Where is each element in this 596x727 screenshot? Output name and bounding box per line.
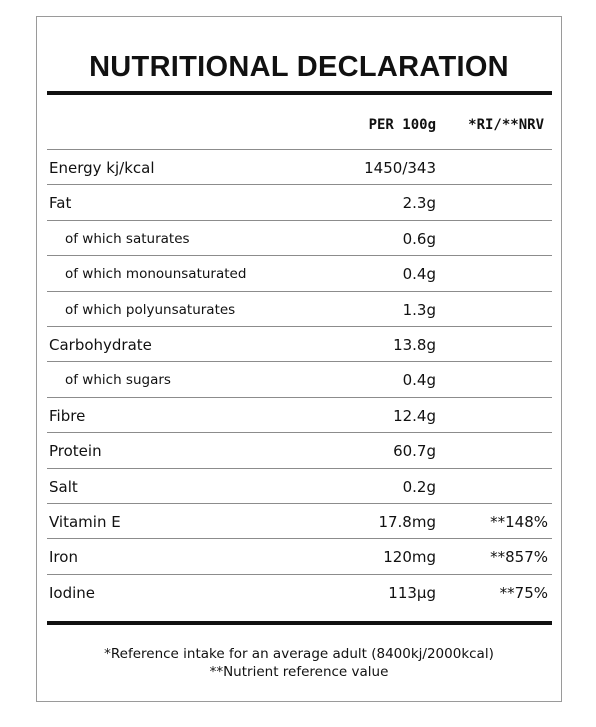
table-row <box>47 397 552 432</box>
table-header <box>47 113 552 143</box>
table-row <box>47 432 552 467</box>
nutrient-name: of which monounsaturated <box>65 266 247 283</box>
per-100g-column-header: PER 100g <box>368 117 436 133</box>
nutrient-value: 60.7g <box>393 442 436 461</box>
table-row <box>47 574 552 609</box>
nutrient-value: 17.8mg <box>378 512 436 531</box>
nutrient-name: Carbohydrate <box>49 335 152 354</box>
nutrient-value: 1.3g <box>402 300 436 319</box>
table-row <box>47 184 552 219</box>
ri-nrv-column-header: *RI/**NRV <box>468 117 544 133</box>
nutrient-name: Energy kj/kcal <box>49 159 155 177</box>
nutrient-value: 113µg <box>388 583 436 602</box>
nutrient-name: of which polyunsaturates <box>65 301 236 318</box>
nutrient-value: 13.8g <box>393 335 436 354</box>
nrv-footnote: **Nutrient reference value <box>209 664 389 680</box>
nutrient-ri: **857% <box>490 548 548 567</box>
nutrient-value: 2.3g <box>402 194 436 213</box>
nutrient-ri: **75% <box>499 583 548 602</box>
nutrient-name: Iron <box>49 548 78 567</box>
nutrition-label <box>36 16 562 702</box>
nutrient-name: Fibre <box>49 406 86 425</box>
top-thick-divider <box>47 91 552 95</box>
nutrient-name: Fat <box>49 194 72 213</box>
label-title: NUTRITIONAL DECLARATION <box>89 51 509 83</box>
nutrient-value: 12.4g <box>393 406 436 425</box>
table-row <box>47 326 552 361</box>
table-row <box>47 149 552 184</box>
table-row <box>47 220 552 255</box>
reference-intake-footnote: *Reference intake for an average adult (8400kj/2000kcal) <box>104 646 494 662</box>
nutrient-value: 0.2g <box>402 477 436 496</box>
nutrient-ri: **148% <box>490 512 548 531</box>
table-row <box>47 503 552 538</box>
table-row <box>47 255 552 290</box>
nutrient-value: 0.6g <box>402 229 436 248</box>
table-row <box>47 361 552 396</box>
table-row <box>47 538 552 573</box>
bottom-thick-divider <box>47 621 552 625</box>
footnotes <box>37 645 561 681</box>
nutrient-value: 1450/343 <box>364 159 436 177</box>
nutrient-table <box>47 149 552 609</box>
nutrient-name: Vitamin E <box>49 512 121 531</box>
nutrient-value: 0.4g <box>402 265 436 284</box>
nutrient-value: 0.4g <box>402 371 436 390</box>
nutrient-name: of which saturates <box>65 230 190 247</box>
nutrient-name: Iodine <box>49 583 96 602</box>
nutrient-name: Salt <box>49 477 78 496</box>
table-row <box>47 291 552 326</box>
table-row <box>47 468 552 503</box>
nutrient-value: 120mg <box>383 548 436 567</box>
nutrient-name: Protein <box>49 442 102 461</box>
nutrient-name: of which sugars <box>65 372 171 389</box>
